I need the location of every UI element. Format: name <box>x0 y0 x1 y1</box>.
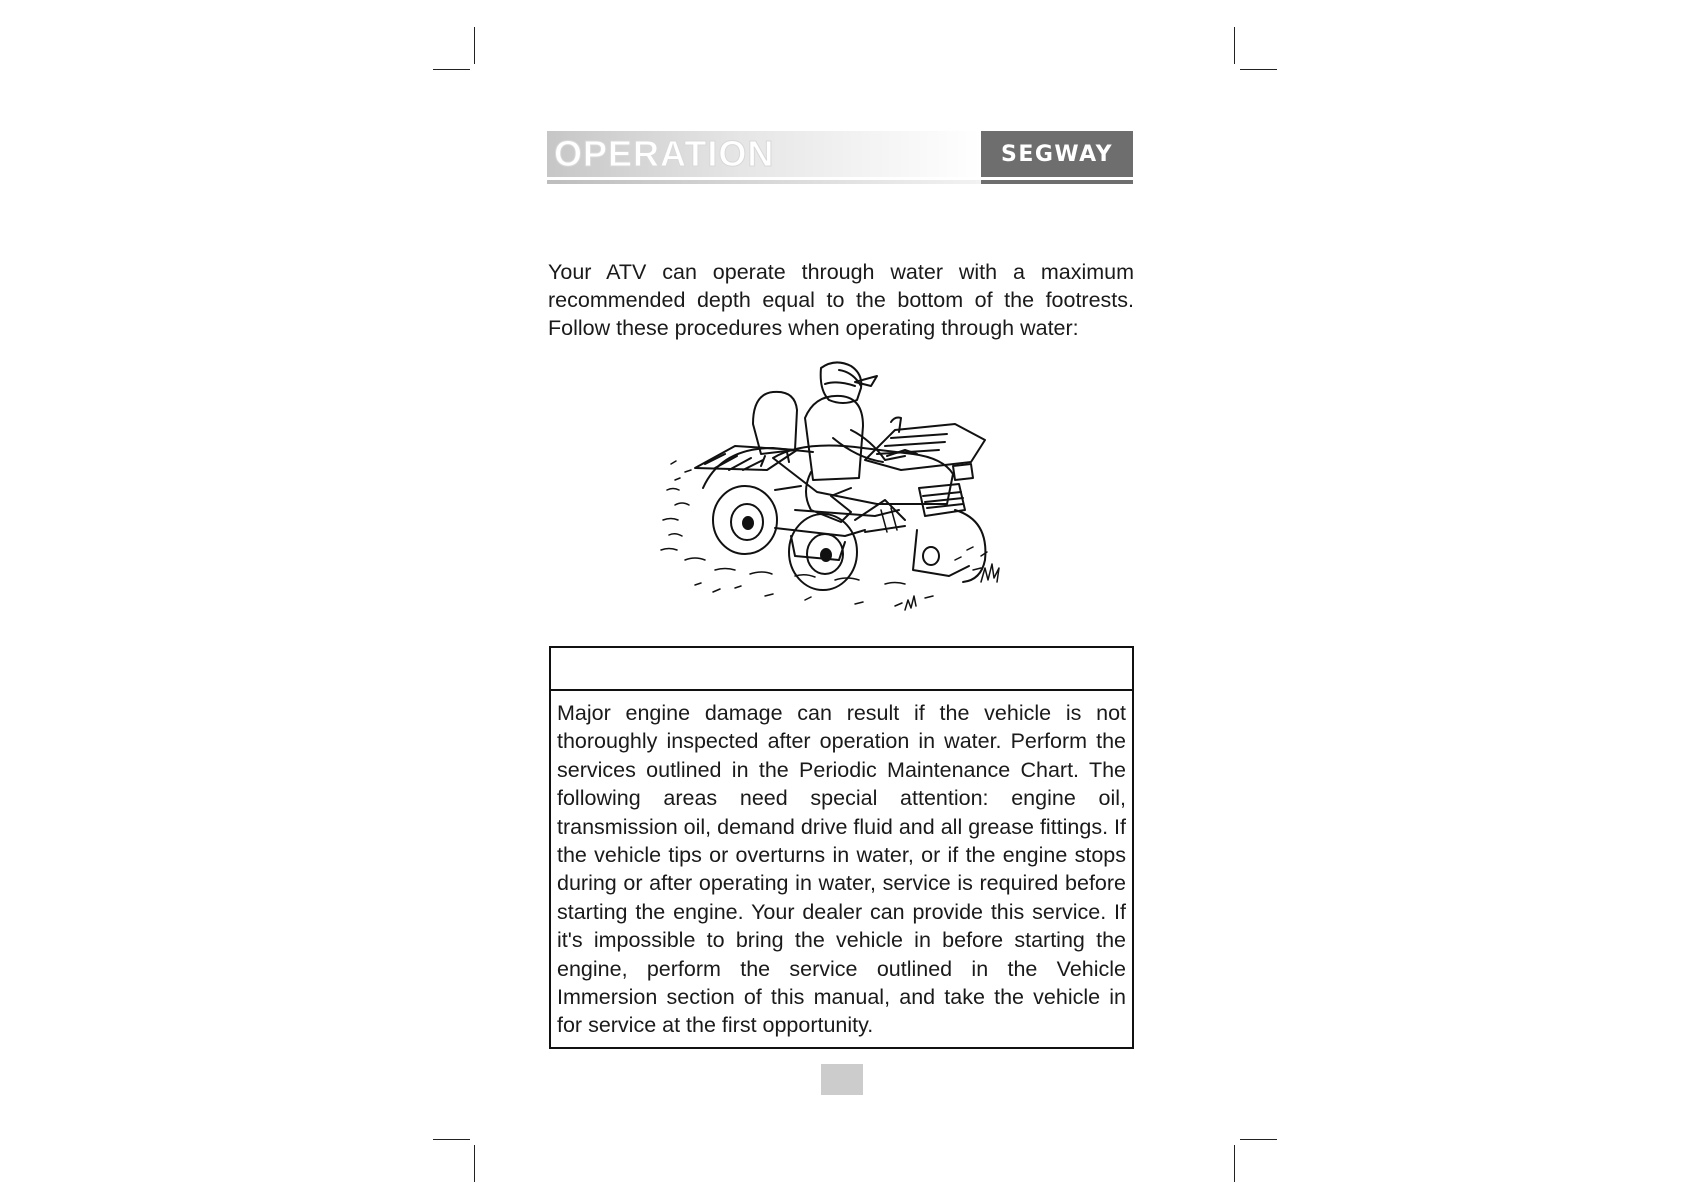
notice-body: Major engine damage can result if the vehicle is not thoroughly inspected after operation in water. Perform the services outlined in the Periodic Maintenance Chart. The following areas need special attention: engine oil, transmission oil, demand drive fluid and all grease fittings. If the vehicle tips or overturns in water, or if the engine stops during or after operating in water, service is required before starting the engine. Your dealer can provide this service. If it's impossible to bring the vehicle in before starting the engine, perform the service outlined in the Vehicle Immersion section of this manual, and take the vehicle in for service at the first opportunity. <box>557 701 1126 1038</box>
crop-mark-bottom-left-horizontal <box>433 1139 470 1140</box>
brand-logo: SEGWAY <box>1000 141 1114 167</box>
intro-paragraph: Your ATV can operate through water with a maximum recommended depth equal to the bottom of the footrests. Follow these procedures when operating through water: <box>548 260 1134 340</box>
crop-mark-bottom-right-vertical <box>1234 1145 1235 1182</box>
crop-mark-bottom-left-vertical <box>474 1145 475 1182</box>
notice-box <box>549 646 1134 1049</box>
crop-mark-bottom-right-horizontal <box>1240 1139 1277 1140</box>
notice-header <box>551 648 1132 691</box>
crop-mark-top-right-vertical <box>1234 27 1235 64</box>
page-header <box>547 131 1133 177</box>
crop-mark-top-left-vertical <box>474 27 475 64</box>
header-rule-brand <box>981 180 1133 184</box>
brand-logo-block <box>981 131 1133 177</box>
crop-mark-top-left-horizontal <box>433 69 470 70</box>
atv-in-water-illustration <box>655 360 1025 618</box>
section-title: OPERATION <box>554 133 775 174</box>
page-number-tab <box>821 1064 863 1095</box>
header-rule <box>547 180 981 184</box>
section-title-strip <box>547 131 981 177</box>
crop-mark-top-right-horizontal <box>1240 69 1277 70</box>
